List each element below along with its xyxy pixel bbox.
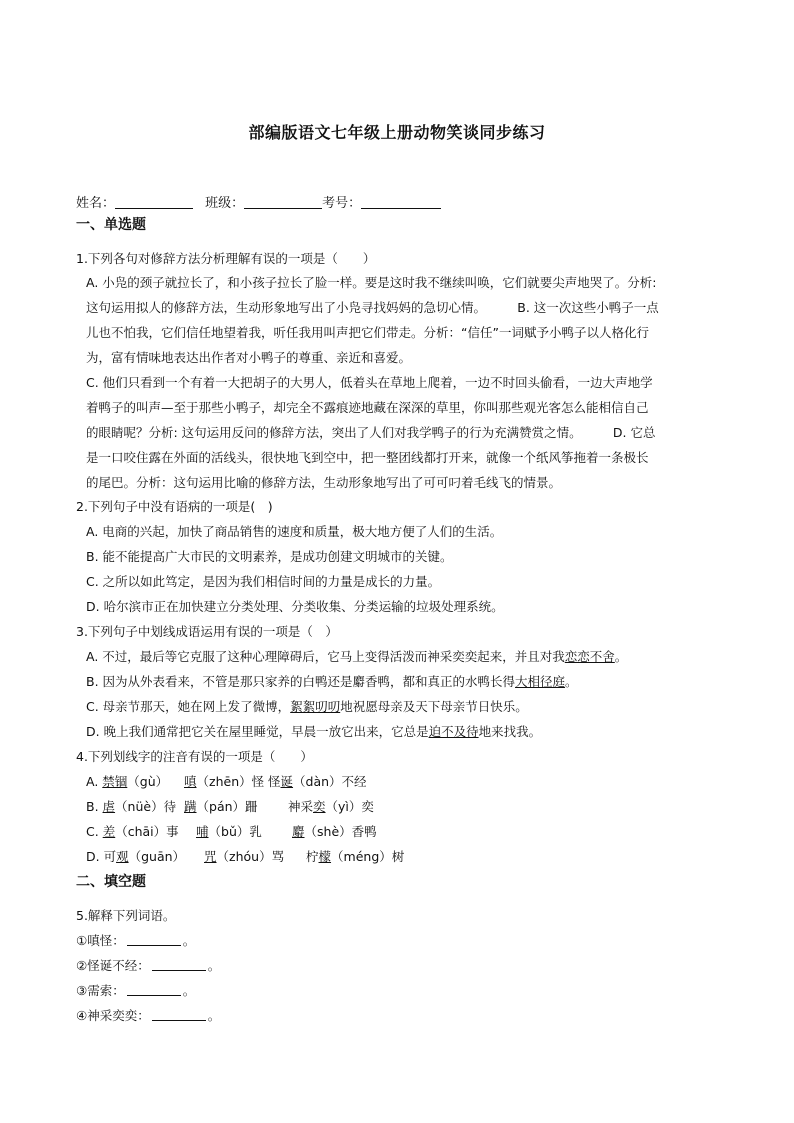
option-text: 神采 xyxy=(288,799,314,814)
term-label: ③需索： xyxy=(76,983,125,998)
term-label: ②怪诞不经： xyxy=(76,958,150,973)
q2-option-a: A. 电商的兴起，加快了商品销售的速度和质量，极大地方便了人们的生活。 xyxy=(86,524,503,539)
pinyin-text: （chāi）事 xyxy=(115,824,179,839)
question-2-stem: 2.下列句子中没有语病的一项是( ) xyxy=(76,499,273,514)
q1-text-line: 儿也不怕我，它们信任地望着我，听任我用叫声把它们带走。分析：“信任”一词赋予小鸭子以人格化行 xyxy=(86,325,649,340)
answer-blank[interactable] xyxy=(127,933,181,946)
pinyin-text: （méng）树 xyxy=(331,849,405,864)
option-text: 。 xyxy=(565,674,578,689)
option-text: 柠 xyxy=(306,849,319,864)
pinyin-text: （yì）奕 xyxy=(325,799,374,814)
q1-text-line: A. 小凫的颈子就拉长了，和小孩子拉长了脸一样。要是这时我不继续叫唤，它们就要尖声地哭了。分析: xyxy=(86,275,657,290)
q2-option-b: B. 能不能提高广大市民的文明素养，是成功创建文明城市的关键。 xyxy=(86,549,453,564)
q3-option-c xyxy=(86,697,528,715)
class-label: 班级： xyxy=(205,196,245,211)
period: 。 xyxy=(182,933,196,948)
q2-option-d: D. 哈尔滨市正在加快建立分类处理、分类收集、分类运输的垃圾处理系统。 xyxy=(86,599,504,614)
exam-number-blank[interactable] xyxy=(361,194,441,209)
question-1-stem: 1.下列各句对修辞方法分析理解有误的一项是（ ） xyxy=(76,251,376,266)
question-1-options xyxy=(86,270,718,495)
option-text: B. 因为从外表看来，不管是那只家养的白鸭还是麝香鸭，都和真正的水鸭长得 xyxy=(86,674,516,689)
underlined-char: 檬 xyxy=(318,849,332,864)
class-blank[interactable] xyxy=(244,194,322,209)
page-title: 部编版语文七年级上册动物笑谈同步练习 xyxy=(248,123,546,142)
q1-text-line: 是一口咬住露在外面的活线头，很快地飞到空中，把一整团线都打开来，就像一个纸风筝拖着一条极长 xyxy=(86,450,649,465)
pinyin-text: （dàn）不经 xyxy=(293,774,367,789)
term-label: ①嗔怪： xyxy=(76,933,125,948)
q4-option-c xyxy=(86,822,377,840)
underlined-char: 哺 xyxy=(196,824,209,839)
underlined-idiom: 恋恋不舍 xyxy=(564,649,615,664)
q1-text-line: 这句运用拟人的修辞方法，生动形象地写出了小凫寻找妈妈的急切心情。 B. 这一次这些小鸭子一点 xyxy=(86,300,659,315)
q1-text-line: C. 他们只看到一个有着一大把胡子的大男人，低着头在草地上爬着，一边不时回头偷看，一边大声地学 xyxy=(86,375,653,390)
exam-label: 考号： xyxy=(322,196,362,211)
underlined-idiom: 大相径庭 xyxy=(515,674,566,689)
q2-option-c: C. 之所以如此笃定，是因为我们相信时间的力量是成长的力量。 xyxy=(86,574,441,589)
underlined-char: 嗔 xyxy=(184,774,197,789)
underlined-char: 虐 xyxy=(102,799,116,814)
q3-option-b xyxy=(86,672,578,690)
q1-text-line: 为，富有情味地表达出作者对小鸭子的尊重、亲近和喜爱。 xyxy=(86,350,412,365)
pinyin-text: （nüè）待 xyxy=(115,799,177,814)
student-info-row xyxy=(76,192,441,211)
period: 。 xyxy=(207,1008,221,1023)
underlined-char: 蹒 xyxy=(184,799,197,814)
pinyin-text: （zhóu）骂 xyxy=(216,849,285,864)
option-text: 怪 xyxy=(268,774,281,789)
pinyin-text: （zhēn）怪 xyxy=(196,774,265,789)
q1-text-line: 的尾巴。分析：这句运用比喻的修辞方法，生动形象地写出了可可叼着毛线飞的情景。 xyxy=(86,475,562,490)
underlined-char: 观 xyxy=(116,849,129,864)
q5-item-2 xyxy=(76,956,220,974)
name-label: 姓名： xyxy=(76,196,116,211)
pinyin-text: （pán）跚 xyxy=(196,799,258,814)
period: 。 xyxy=(182,983,196,998)
answer-blank[interactable] xyxy=(152,1008,206,1021)
name-blank[interactable] xyxy=(115,194,193,209)
option-text: C. 母亲节那天，她在网上发了微博， xyxy=(86,699,291,714)
q4-option-a xyxy=(86,772,367,790)
underlined-char: 咒 xyxy=(204,849,217,864)
q5-item-4 xyxy=(76,1006,220,1024)
option-text: 地祝愿母亲及天下母亲节日快乐。 xyxy=(340,699,528,714)
underlined-char: 差 xyxy=(102,824,116,839)
term-label: ④神采奕奕： xyxy=(76,1008,150,1023)
period: 。 xyxy=(207,958,221,973)
option-text: A. 不过，最后等它克服了这种心理障碍后，它马上变得活泼而神采奕奕起来，并且对我 xyxy=(86,649,565,664)
q5-item-1 xyxy=(76,931,195,949)
pinyin-text: （bǔ）乳 xyxy=(208,824,262,839)
option-text: A. xyxy=(86,774,103,789)
q5-item-3 xyxy=(76,981,195,999)
q1-text-line: 的眼睛呢？分析: 这句运用反问的修辞方法，突出了人们对我学鸭子的行为充满赞赏之情。 D. 它总 xyxy=(86,425,656,440)
q1-text-line: 着鸭子的叫声—至于那些小鸭子，却完全不露痕迹地藏在深深的草里，你叫那些观光客怎么能相信自己 xyxy=(86,400,649,415)
underlined-idiom: 絮絮叨叨 xyxy=(290,699,341,714)
option-text: 地来找我。 xyxy=(478,724,542,739)
q3-option-d xyxy=(86,722,541,740)
option-text: 。 xyxy=(614,649,628,664)
q3-option-a xyxy=(86,647,627,665)
option-text: D. 晚上我们通常把它关在屋里睡觉，早晨一放它出来，它总是 xyxy=(86,724,429,739)
underlined-idiom: 迫不及待 xyxy=(428,724,479,739)
pinyin-text: （shè）香鸭 xyxy=(304,824,377,839)
q4-option-b xyxy=(86,797,374,815)
section-heading-single-choice: 一、单选题 xyxy=(76,217,146,233)
answer-blank[interactable] xyxy=(127,983,181,996)
option-text: C. xyxy=(86,824,103,839)
pinyin-text: （gù） xyxy=(127,774,169,789)
option-text: D. 可 xyxy=(86,849,117,864)
underlined-char: 麝 xyxy=(292,824,305,839)
underlined-char: 诞 xyxy=(280,774,294,789)
section-heading-fill-in: 二、填空题 xyxy=(76,874,146,890)
pinyin-text: （guān） xyxy=(128,849,186,864)
question-5-stem: 5.解释下列词语。 xyxy=(76,908,176,923)
option-text: B. xyxy=(86,799,103,814)
answer-blank[interactable] xyxy=(152,958,206,971)
q4-option-d xyxy=(86,847,404,865)
question-3-stem: 3.下列句子中划线成语运用有误的一项是（ ） xyxy=(76,624,338,639)
underlined-char: 奕 xyxy=(313,799,326,814)
underlined-char: 禁锢 xyxy=(102,774,128,789)
question-4-stem: 4.下列划线字的注音有误的一项是（ ） xyxy=(76,749,313,764)
